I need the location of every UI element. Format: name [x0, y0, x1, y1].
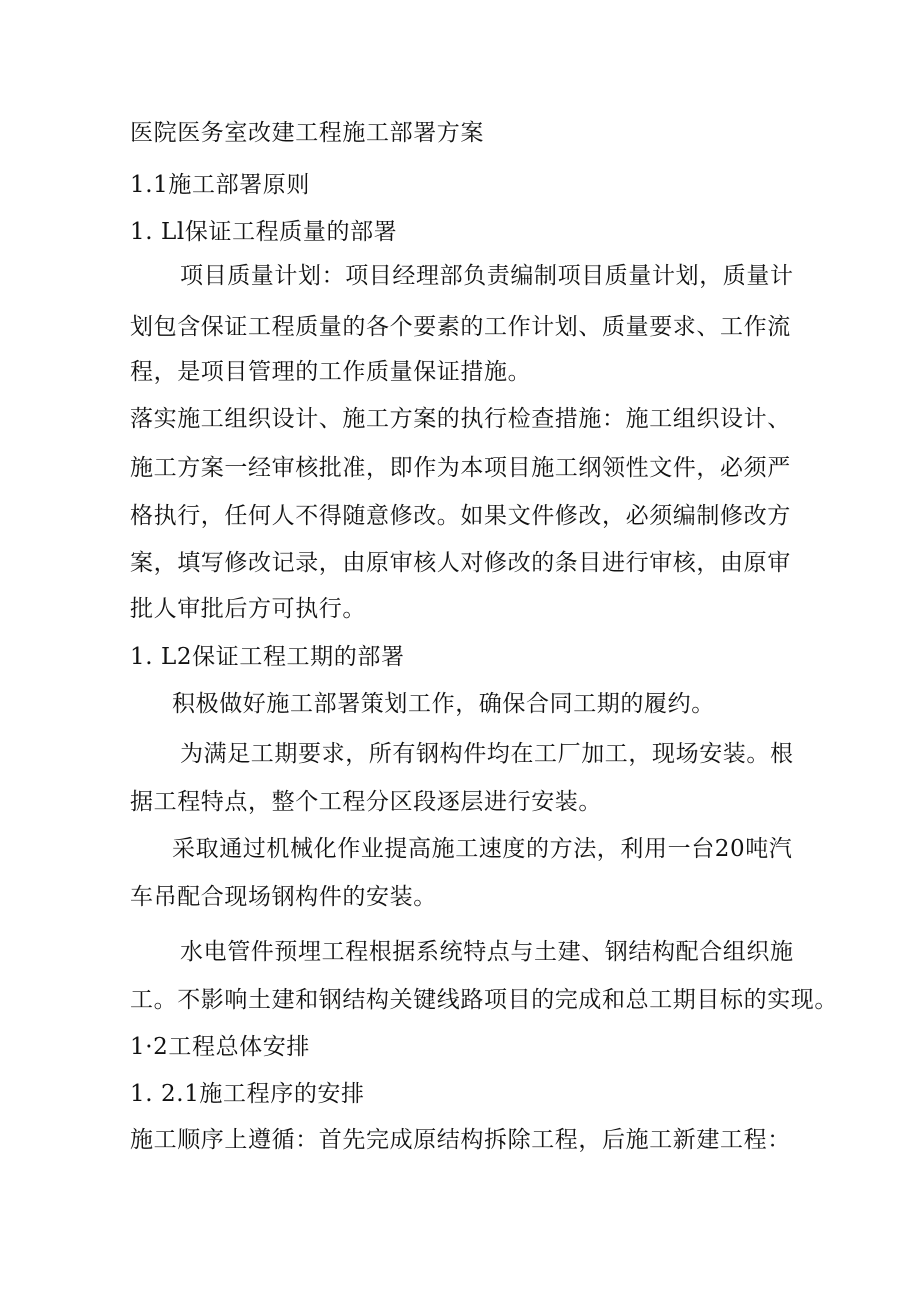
paragraph-line: 车吊配合现场钢构件的安装。 [130, 884, 437, 910]
paragraph-line: 施工顺序上遵循：首先完成原结构拆除工程，后施工新建工程： [130, 1127, 791, 1153]
paragraph-line: 积极做好施工部署策划工作，确保合同工期的履约。 [172, 691, 715, 717]
paragraph-line: 格执行，任何人不得随意修改。如果文件修改，必须编制修改方 [130, 503, 791, 529]
section-heading-1-2-1: 1. 2.1施工程序的安排 [130, 1081, 365, 1107]
document-title: 医院医务室改建工程施工部署方案 [130, 120, 484, 146]
paragraph-line: 项目质量计划：项目经理部负责编制项目质量计划，质量计 [180, 263, 794, 289]
paragraph-line: 据工程特点，整个工程分区段逐层进行安装。 [130, 789, 602, 815]
section-heading-1-2: 1·2工程总体安排 [130, 1034, 310, 1060]
paragraph-line: 水电管件预埋工程根据系统特点与土建、钢结构配合组织施 [180, 939, 794, 965]
paragraph-line: 批人审批后方可执行。 [130, 596, 366, 622]
paragraph-line: 施工方案一经审核批准，即作为本项目施工纲领性文件，必须严 [130, 455, 791, 481]
paragraph-line: 为满足工期要求，所有钢构件均在工厂加工，现场安装。根 [180, 741, 794, 767]
paragraph-line: 案，填写修改记录，由原审核人对修改的条目进行审核，由原审 [130, 550, 791, 576]
paragraph-line: 划包含保证工程质量的各个要素的工作计划、质量要求、工作流 [130, 314, 791, 340]
paragraph-line: 程，是项目管理的工作质量保证措施。 [130, 359, 532, 385]
paragraph-line: 落实施工组织设计、施工方案的执行检查措施：施工组织设计、 [130, 406, 791, 432]
paragraph-line: 工。不影响土建和钢结构关键线路项目的完成和总工期目标的实现。 [130, 987, 838, 1013]
section-heading-1-1-1: 1. Ll保证工程质量的部署 [130, 219, 398, 245]
paragraph-line: 采取通过机械化作业提高施工速度的方法，利用一台20吨汽 [172, 836, 793, 862]
section-heading-1-1: 1.1施工部署原则 [130, 172, 310, 198]
section-heading-1-1-2: 1. L2保证工程工期的部署 [130, 644, 405, 670]
